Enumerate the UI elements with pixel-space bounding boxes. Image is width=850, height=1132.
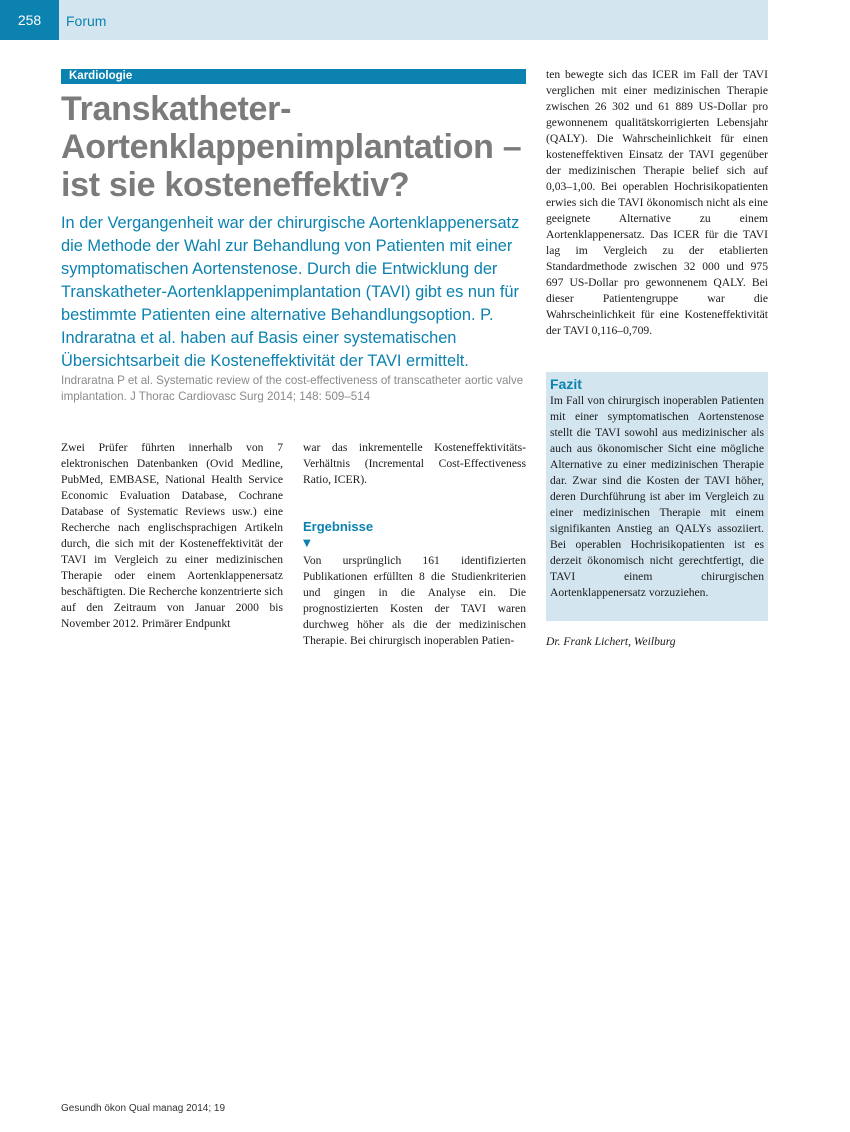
- fazit-box: [546, 372, 768, 621]
- article-title: Transkatheter-Aortenklappenimplantation – ist sie kosteneffektiv?: [61, 90, 522, 204]
- author-line: Dr. Frank Lichert, Weilburg: [546, 635, 676, 648]
- section-label: Forum: [66, 13, 107, 29]
- results-heading: Ergebnisse: [303, 519, 374, 534]
- article-reference: Indraratna P et al. Systematic review of the cost-effectiveness of transcatheter aortic valve implantation. J Thorac Cardiovasc Surg 2014; 148: 509–514: [61, 374, 524, 403]
- category-label: Kardiologie: [61, 69, 526, 84]
- triangle-marker-icon: ▼: [303, 538, 311, 549]
- article-lead: In der Vergangenheit war der chirurgische Aortenklappenersatz die Methode der Wahl zur Behandlung von Patienten mit einer symptomatischen Aortenstenose. Durch die Entwicklung der Transkatheter-Aortenklappenimplantation (TAVI) gibt es nun für bestimmte Patienten eine alternative Behandlungsoption. P. Indraratna et al. haben auf Basis einer systematischen Übersichtsarbeit die Kosteneffektivität der TAVI ermittelt.: [61, 214, 520, 370]
- body-column-2-intro: war das inkrementelle Kosteneffektivitäts-Verhältnis (Incremental Cost-Effectiveness Ratio, ICER).: [303, 441, 526, 486]
- fazit-heading: Fazit: [550, 376, 582, 392]
- body-column-3: ten bewegte sich das ICER im Fall der TAVI verglichen mit einer medizinischen Therapie zwischen 26 302 und 61 889 US-Dollar pro gewonnenem qualitätskorrigierten Lebensjahr (QALY). Die Wahrscheinlichkeit für einen kosteneffektiven Einsatz der TAVI gegenüber der medizinischen Therapie belief sich auf 0,03–1,00. Bei operablen Hochrisikopatienten erwies sich die TAVI ökonomisch nicht als eine geeignete Alternative zu einem Aortenklappenersatz. Das ICER für die TAVI lag im Vergleich zu der etablierten Standardmethode zwischen 32 000 und 975 697 US-Dollar pro gewonnenem QALY. Bei dieser Patientengruppe war die Wahrscheinlichkeit für eine Kosteneffektivität der TAVI 0,116–0,709.: [546, 68, 768, 337]
- fazit-text: Im Fall von chirurgisch inoperablen Patienten mit einer symptomatischen Aortenstenose stellt die TAVI sowohl aus medizinischer als auch aus ökonomischer Sicht eine mögliche Alternative zu einer medizinischen Therapie dar. Zwar sind die Kosten der TAVI höher, deren Durchführung ist aber im Vergleich zu einer medizinischen Therapie mit einem signifikanten Anstieg an QALYs assoziiert. Bei operablen Hochrisikopatienten ist es derzeit ökonomisch nicht gerechtfertigt, die TAVI einem chirurgischen Aortenklappenersatz vorzuziehen.: [550, 394, 764, 599]
- body-column-2-results: Von ursprünglich 161 identifizierten Publikationen erfüllten 8 die Studienkriterien und gingen in die Analyse ein. Die prognostizierten Kosten der TAVI waren durchweg höher als die der medizinischen Therapie. Bei chirurgisch inoperablen Patien-: [303, 554, 526, 647]
- page-number: 258: [0, 0, 59, 40]
- header-bar: [0, 0, 768, 40]
- footer-citation: Gesundh ökon Qual manag 2014; 19: [61, 1103, 226, 1114]
- body-column-1: Zwei Prüfer führten innerhalb von 7 elektronischen Datenbanken (Ovid Medline, PubMed, EMBASE, National Health Service Economic Evaluation Database, Cochrane Database of Systematic Reviews usw.) eine Recherche nach englischsprachigen Artikeln durch, die sich mit der Kosteneffektivität der TAVI im Vergleich zu einer medizinischen Therapie oder einem Aortenklappenersatz beschäftigten. Die Recherche konzentrierte sich auf den Zeitraum von Januar 2000 bis November 2012. Primärer Endpunkt: [61, 441, 283, 630]
